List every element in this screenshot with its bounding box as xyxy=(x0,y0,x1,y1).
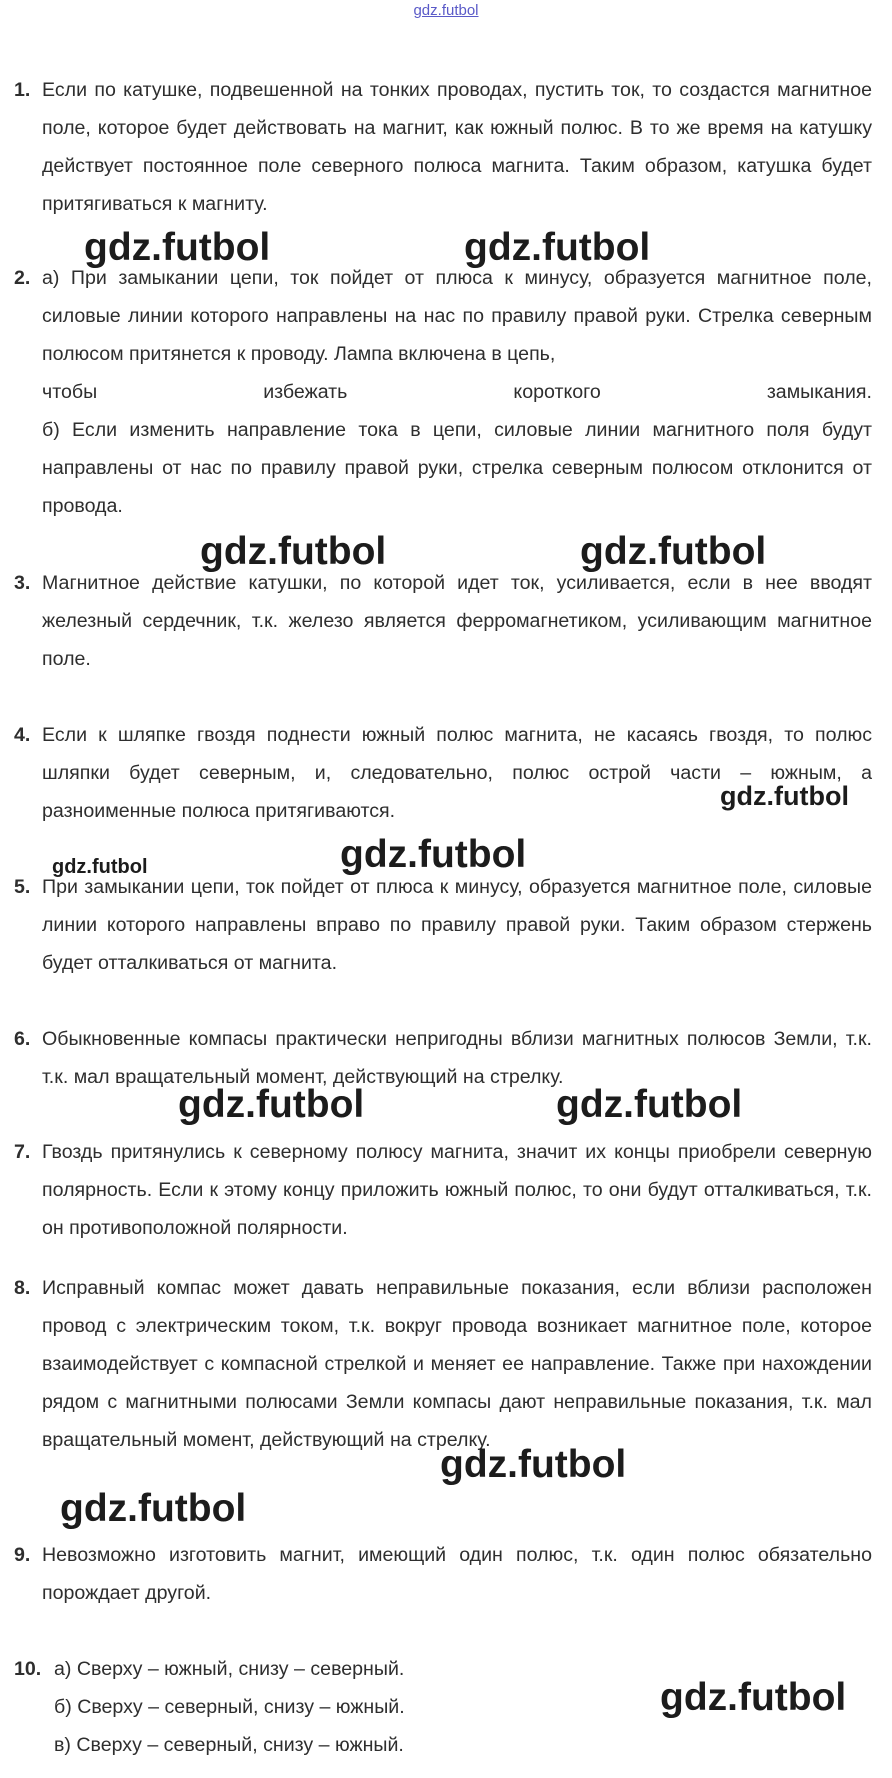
item-number: 7. xyxy=(14,1141,31,1163)
watermark: gdz.futbol xyxy=(720,781,849,811)
watermark: gdz.futbol xyxy=(660,1676,847,1719)
watermark: gdz.futbol xyxy=(178,1083,365,1126)
answer-item-7 xyxy=(14,1133,872,1247)
word: замыкания. xyxy=(766,381,872,403)
item-text-a: а) При замыкании цепи, ток пойдет от плюса к минусу, образуется магнитное поле, силовые линии которого направлены на нас по правилу правой руки. Стрелка северным полюсом притянется к проводу. Лампа включена в цепь, xyxy=(42,267,872,365)
item-text: Магнитное действие катушки, по которой идет ток, усиливается, если в нее вводят железный сердечник, т.к. железо является ферромагнетиком, усиливающим магнитное поле. xyxy=(42,572,872,670)
justified-line xyxy=(42,373,872,411)
item-number: 6. xyxy=(14,1028,31,1050)
site-link[interactable]: gdz.futbol xyxy=(413,2,479,19)
word: чтобы xyxy=(42,381,98,403)
item-text: Если по катушке, подвешенной на тонких проводах, пустить ток, то создастся магнитное поле, которое будет действовать на магнит, как южный полюс. В то же время на катушку действует постоянное поле северного полюса магнита. Таким образом, катушка будет притягиваться к магниту. xyxy=(42,79,872,215)
item-number: 9. xyxy=(14,1544,31,1566)
watermark: gdz.futbol xyxy=(52,856,148,878)
item-text: Исправный компас может давать неправильные показания, если вблизи расположен провод с электрическим током, т.к. вокруг провода возникает магнитное поле, которое взаимодействует с компасной стрелкой и меняет ее направление. Также при нахождении рядом с магнитными полюсами Земли компасы дают неправильные показания, т.к. мал вращательный момент, действующий на стрелку. xyxy=(42,1277,872,1451)
watermark: gdz.futbol xyxy=(340,833,527,876)
watermark: gdz.futbol xyxy=(440,1443,627,1486)
item-number: 3. xyxy=(14,572,31,594)
item-text: Обыкновенные компасы практически непригодны вблизи магнитных полюсов Земли, т.к. т.к. мал вращательный момент, действующий на стрелку. xyxy=(42,1028,872,1088)
item-text: Гвоздь притянулись к северному полюсу магнита, значит их концы приобрели северную полярность. Если к этому концу приложить южный полюс, то они будут отталкиваться, т.к. он противоположной полярности. xyxy=(42,1141,872,1239)
item-text: Невозможно изготовить магнит, имеющий один полюс, т.к. один полюс обязательно порождает другой. xyxy=(42,1544,872,1604)
watermark: gdz.futbol xyxy=(200,530,387,573)
item-number: 5. xyxy=(14,876,31,898)
item-line: а) Сверху – южный, снизу – северный. xyxy=(54,1658,405,1680)
item-number: 4. xyxy=(14,724,31,746)
item-text: При замыкании цепи, ток пойдет от плюса к минусу, образуется магнитное поле, силовые линии которого направлены вправо по правилу правой руки. Таким образом стержень будет отталкиваться от магнита. xyxy=(42,876,872,974)
answer-item-8 xyxy=(14,1269,872,1459)
watermark: gdz.futbol xyxy=(60,1487,247,1530)
item-line: в) Сверху – северный, снизу – южный. xyxy=(54,1734,404,1756)
answer-item-1 xyxy=(14,71,872,223)
answer-item-4 xyxy=(14,716,872,830)
watermark: gdz.futbol xyxy=(556,1083,743,1126)
item-text: Если к шляпке гвоздя поднести южный полюс магнита, не касаясь гвоздя, то полюс шляпки будет северным, и, следовательно, полюс острой части – южным, а разноименные полюса притягиваются. xyxy=(42,724,872,822)
item-number: 8. xyxy=(14,1277,31,1299)
answer-item-5 xyxy=(14,868,872,982)
watermark: gdz.futbol xyxy=(84,226,271,269)
item-number: 10. xyxy=(14,1658,42,1680)
item-number: 2. xyxy=(14,267,31,289)
answer-item-6 xyxy=(14,1020,872,1096)
word: избежать xyxy=(263,381,348,403)
answer-item-3 xyxy=(14,564,872,678)
word: короткого xyxy=(513,381,601,403)
item-line: б) Сверху – северный, снизу – южный. xyxy=(54,1696,405,1718)
answer-item-2 xyxy=(14,259,872,525)
answer-item-9 xyxy=(14,1536,872,1612)
watermark: gdz.futbol xyxy=(580,530,767,573)
watermark: gdz.futbol xyxy=(464,226,651,269)
item-number: 1. xyxy=(14,79,31,101)
item-text-b: б) Если изменить направление тока в цепи, силовые линии магнитного поля будут направлены от нас по правилу правой руки, стрелка северным полюсом отклонится от провода. xyxy=(42,419,872,517)
